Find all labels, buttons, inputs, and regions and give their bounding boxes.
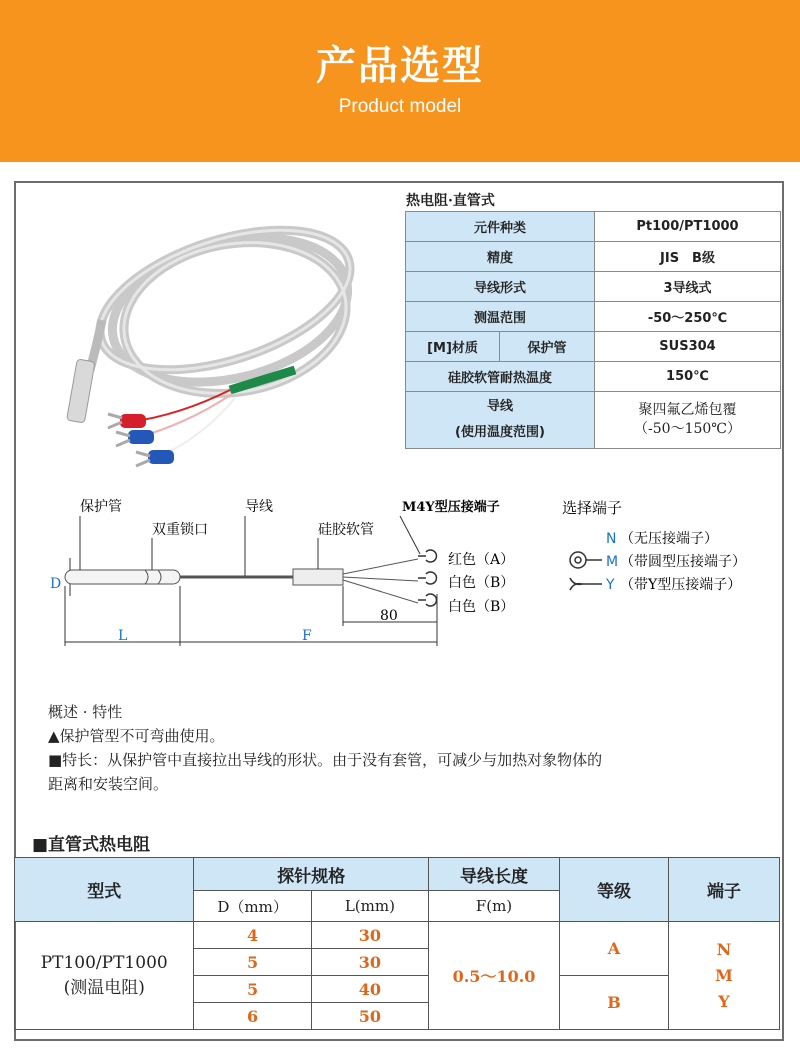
select-terminal-title: 选择端子 <box>562 499 623 517</box>
label-wire-white-1: 白色（B） <box>448 575 515 591</box>
spec-key: 测温范围 <box>406 302 595 332</box>
f-range: 0.5～10.0 <box>429 922 560 1030</box>
grade-a: A <box>560 922 669 976</box>
dim-l: L <box>118 628 128 644</box>
model-table <box>14 857 780 1030</box>
spec-table <box>405 211 781 449</box>
l-value: 50 <box>311 1003 428 1030</box>
option-n-code: N <box>606 531 617 547</box>
l-value: 30 <box>311 949 428 976</box>
d-value: 4 <box>194 922 311 949</box>
header-terminal: 端子 <box>668 858 779 922</box>
banner-title-en: Product model <box>338 96 462 117</box>
spec-key: [M]材质 <box>406 332 500 362</box>
spec-value-line: （-50～150℃） <box>634 421 741 437</box>
terminal-n: N <box>716 939 732 959</box>
label-silicone-hose: 硅胶软管 <box>318 522 374 538</box>
spec-key-line: 导线 <box>486 399 513 414</box>
label-double-lock: 双重锁口 <box>152 522 208 538</box>
option-m-code: M <box>606 554 619 570</box>
terminal-cell <box>668 922 779 1030</box>
label-terminal: M4Y型压接端子 <box>402 500 500 515</box>
spec-key: 硅胶软管耐热温度 <box>406 362 595 392</box>
spec-key-line: (使用温度范围) <box>455 425 545 440</box>
header-banner <box>0 0 800 162</box>
header-d: D（mm） <box>194 891 311 922</box>
label-protect-tube: 保护管 <box>80 499 122 515</box>
y-terminal-icon <box>570 578 602 590</box>
desc-line: 距离和安装空间。 <box>48 775 169 793</box>
label-wire-red: 红色（A） <box>448 552 515 568</box>
spec-value-line: 聚四氟乙烯包覆 <box>638 402 737 418</box>
description <box>48 700 602 796</box>
header-lead: 导线长度 <box>429 858 560 891</box>
spec-key: 导线形式 <box>406 272 595 302</box>
spec-key: 精度 <box>406 242 595 272</box>
ring-terminal-icon <box>570 552 602 568</box>
option-n-text: （无压接端子） <box>620 531 718 547</box>
spec-key: 元件种类 <box>406 212 595 242</box>
dim-f: F <box>302 628 312 644</box>
dim-d: D <box>50 576 62 592</box>
desc-title: 概述 · 特性 <box>48 703 123 721</box>
header-row <box>15 858 780 891</box>
d-value: 5 <box>194 976 311 1003</box>
product-photo <box>60 200 380 470</box>
grade-b: B <box>560 976 669 1030</box>
option-m-text: （带圆型压接端子） <box>620 554 746 570</box>
d-value: 6 <box>194 1003 311 1030</box>
type-cell <box>15 922 194 1030</box>
terminal-y: Y <box>718 991 730 1011</box>
header-f: F(m) <box>429 891 560 922</box>
d-value: 5 <box>194 949 311 976</box>
desc-line: ■特长：从保护管中直接拉出导线的形状。由于没有套管，可减少与加热对象物体的 <box>48 751 603 769</box>
label-lead-wire: 导线 <box>245 499 273 515</box>
spec-value: 150℃ <box>595 362 781 392</box>
spec-row <box>406 392 781 449</box>
dimension-diagram <box>40 494 780 684</box>
spec-title: 热电阻·直管式 <box>406 193 495 209</box>
terminal-m: M <box>715 965 733 985</box>
option-y-text: （带Y型压接端子） <box>620 577 742 593</box>
spec-value: SUS304 <box>595 332 781 362</box>
silicone-hose-shape <box>293 569 343 585</box>
desc-line: ▲保护管型不可弯曲使用。 <box>48 727 225 745</box>
header-type: 型式 <box>15 858 194 922</box>
spec-value: 3导线式 <box>595 272 781 302</box>
protect-tube-shape <box>65 570 180 584</box>
spec-row <box>406 212 781 242</box>
spec-key: 保护管 <box>500 332 595 362</box>
l-value: 30 <box>311 922 428 949</box>
header-probe: 探针规格 <box>194 858 429 891</box>
spec-value <box>595 392 781 449</box>
type-note: (测温电阻) <box>63 978 145 998</box>
spec-value: -50～250℃ <box>595 302 781 332</box>
spec-row <box>406 302 781 332</box>
spec-row <box>406 242 781 272</box>
banner-title-cn: 产品选型 <box>316 43 484 89</box>
spec-value: Pt100/PT1000 <box>595 212 781 242</box>
type-name: PT100/PT1000 <box>40 953 168 973</box>
section-title: ■直管式热电阻 <box>32 835 151 855</box>
spec-row <box>406 362 781 392</box>
spec-key <box>406 392 595 449</box>
label-wire-white-2: 白色（B） <box>448 599 515 615</box>
option-y-code: Y <box>606 577 615 593</box>
table-row <box>15 922 780 949</box>
header-l: L(mm) <box>311 891 428 922</box>
spec-value: JIS B级 <box>595 242 781 272</box>
header-grade: 等级 <box>560 858 669 922</box>
spec-row <box>406 272 781 302</box>
dim-80: 80 <box>380 608 398 624</box>
l-value: 40 <box>311 976 428 1003</box>
spec-row <box>406 332 781 362</box>
